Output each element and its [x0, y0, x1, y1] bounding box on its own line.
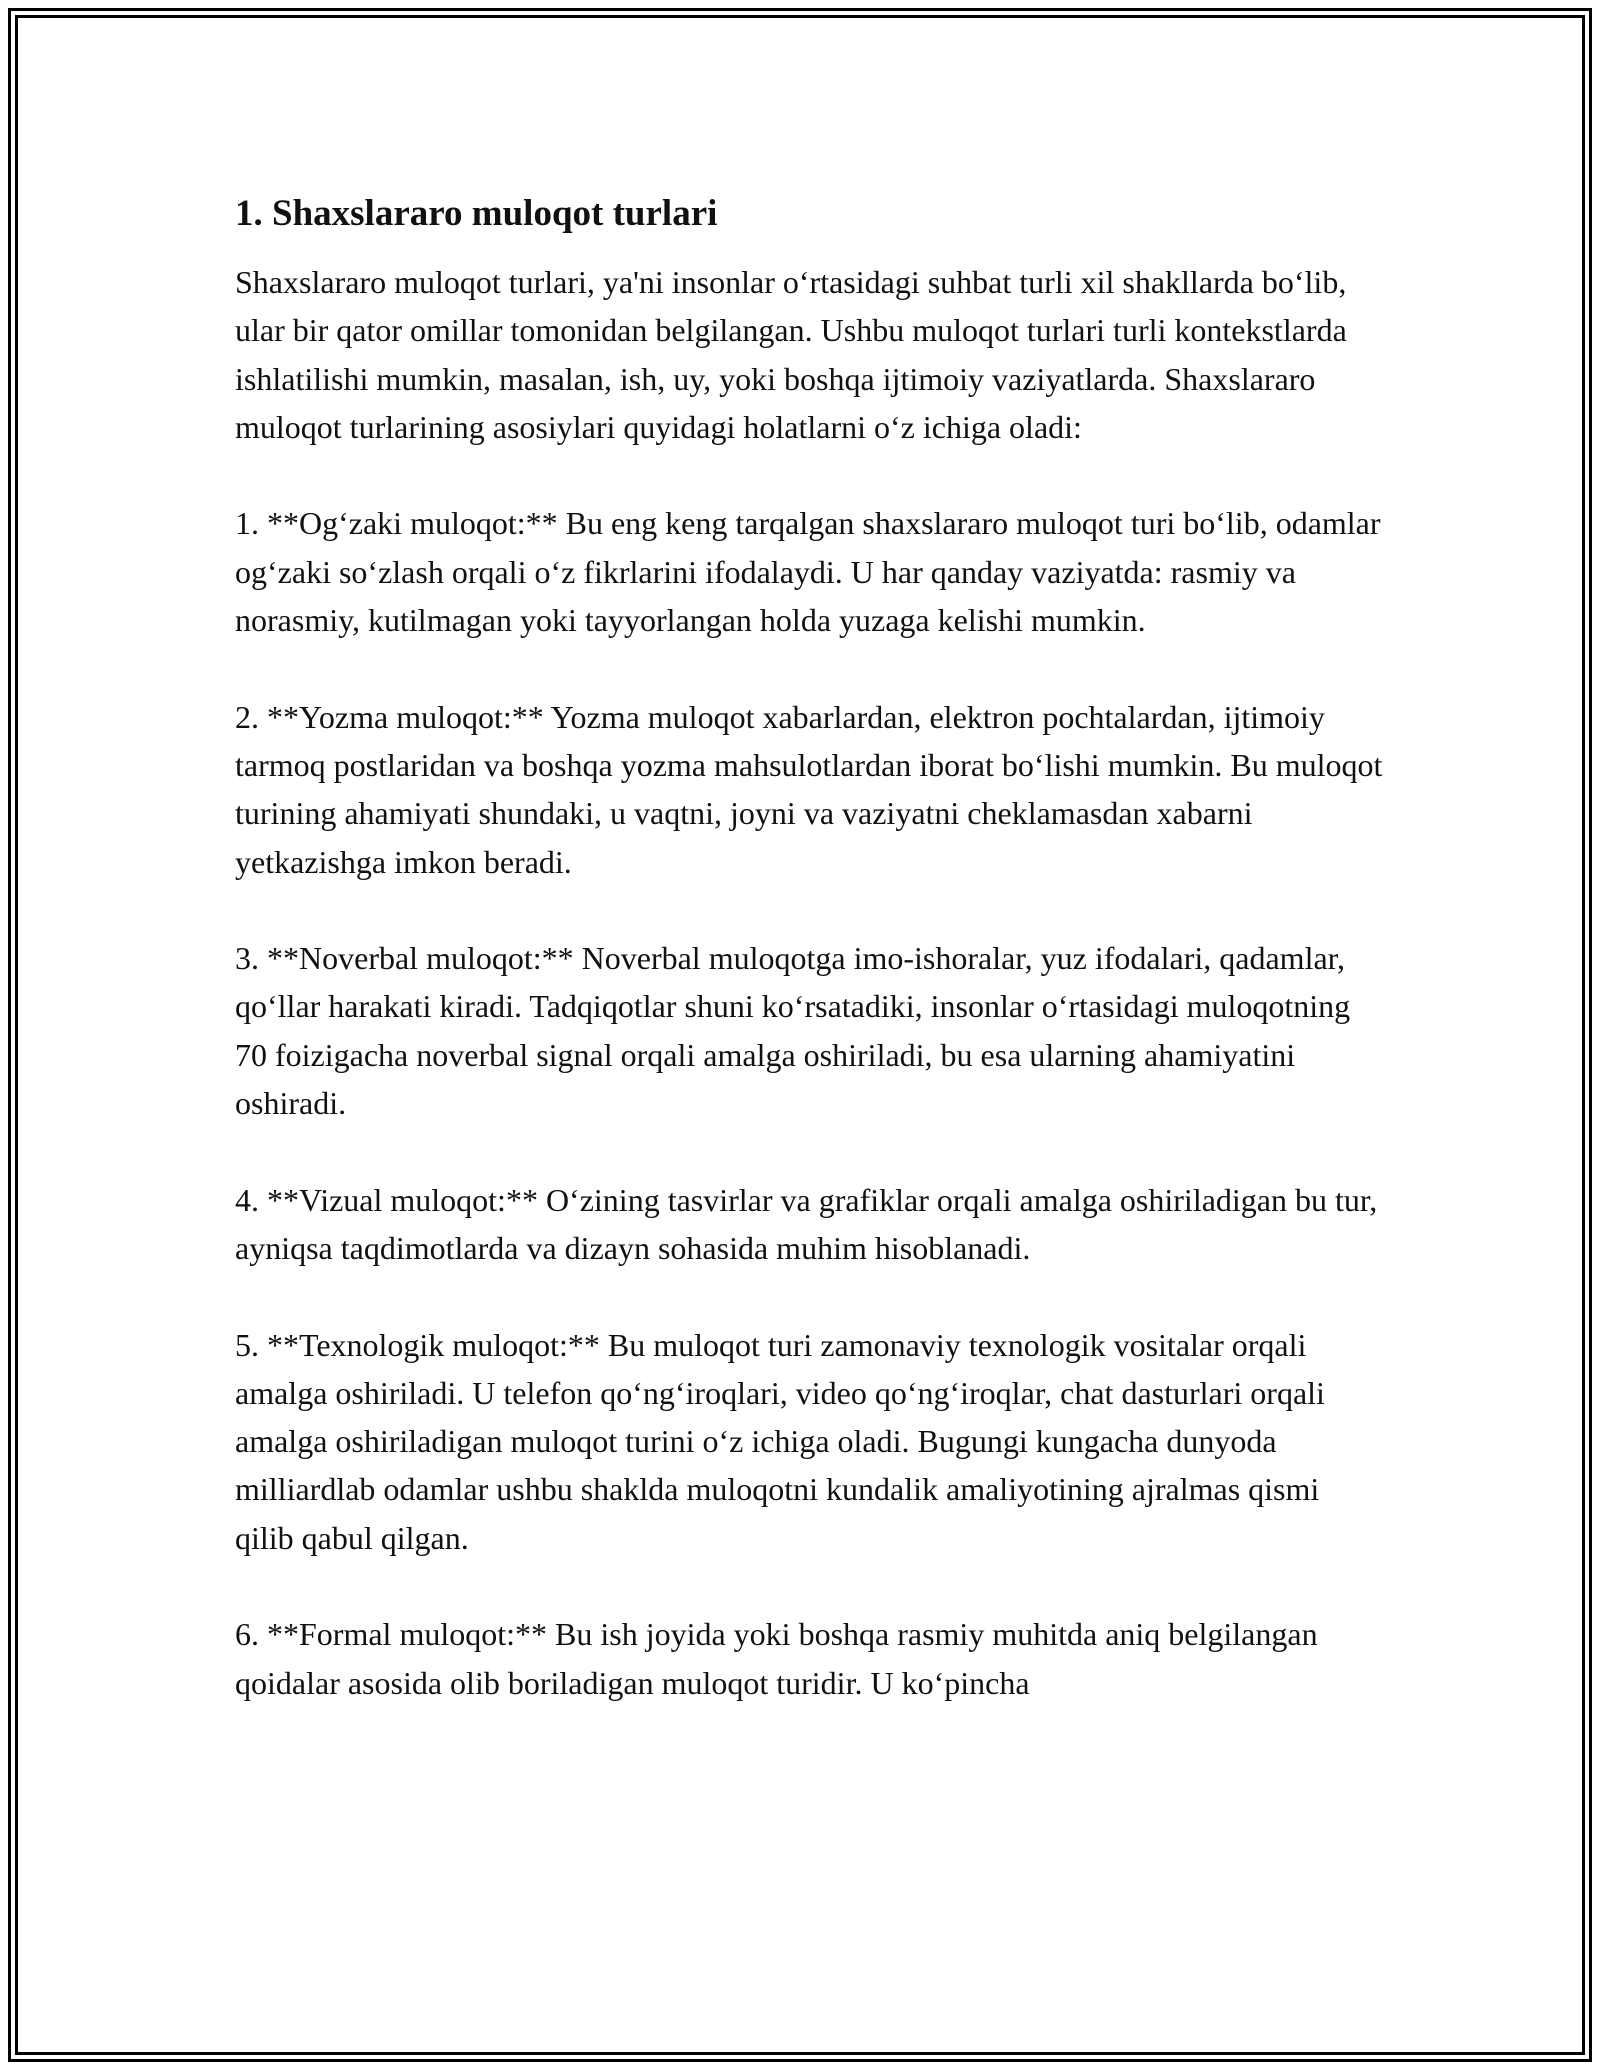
list-item-oral: 1. **Ogʻzaki muloqot:** Bu eng keng tarqalgan shaxslararo muloqot turi boʻlib, odamlar ogʻzaki soʻzlash orqali oʻz fikrlarini ifodalaydi. U har qanday vaziyatda: rasmiy va norasmiy, kutilmagan yoki tayyorlangan holda yuzaga kelishi mumkin.: [235, 505, 1381, 639]
section-heading: 1. Shaxslararo muloqot turlari: [235, 193, 718, 234]
list-item-visual: 4. **Vizual muloqot:** Oʻzining tasvirlar va grafiklar orqali amalga oshiriladigan bu tur, ayniqsa taqdimotlarda va dizayn sohasida muhim hisoblanadi.: [235, 1181, 1378, 1266]
intro-paragraph: Shaxslararo muloqot turlari, ya'ni insonlar oʻrtasidagi suhbat turli xil shakllarda boʻlib, ular bir qator omillar tomonidan belgilangan. Ushbu muloqot turlari turli kontekstlarda ishlatilishi mumkin, masalan, ish, uy, yoki boshqa ijtimoiy vaziyatlarda. Shaxslararo muloqot turlarining asosiylari quyidagi holatlarni oʻz ichiga oladi:: [235, 264, 1347, 445]
document-body: [235, 186, 1385, 1707]
list-item-written: 2. **Yozma muloqot:** Yozma muloqot xabarlardan, elektron pochtalardan, ijtimoiy tarmoq postlaridan va boshqa yozma mahsulotlardan iborat boʻlishi mumkin. Bu muloqot turining ahamiyati shundaki, u vaqtni, joyni va vaziyatni cheklamasdan xabarni yetkazishga imkon beradi.: [235, 698, 1383, 880]
list-item-formal: 6. **Formal muloqot:** Bu ish joyida yoki boshqa rasmiy muhitda aniq belgilangan qoidalar asosida olib boriladigan muloqot turidir. U koʻpincha: [235, 1616, 1318, 1701]
list-item-nonverbal: 3. **Noverbal muloqot:** Noverbal muloqotga imo-ishoralar, yuz ifodalari, qadamlar, qoʻllar harakati kiradi. Tadqiqotlar shuni koʻrsatadiki, insonlar oʻrtasidagi muloqotning 70 foizigacha noverbal signal orqali amalga oshiriladi, bu esa ularning ahamiyatini oshiradi.: [235, 940, 1351, 1122]
list-item-technological: 5. **Texnologik muloqot:** Bu muloqot turi zamonaviy texnologik vositalar orqali amalga oshiriladi. U telefon qoʻngʻiroqlari, video qoʻngʻiroqlar, chat dasturlari orqali amalga oshiriladigan muloqot turini oʻz ichiga oladi. Bugungi kungacha dunyoda milliardlab odamlar ushbu shaklda muloqotni kundalik amaliyotining ajralmas qismi qilib qabul qilgan.: [235, 1326, 1325, 1556]
